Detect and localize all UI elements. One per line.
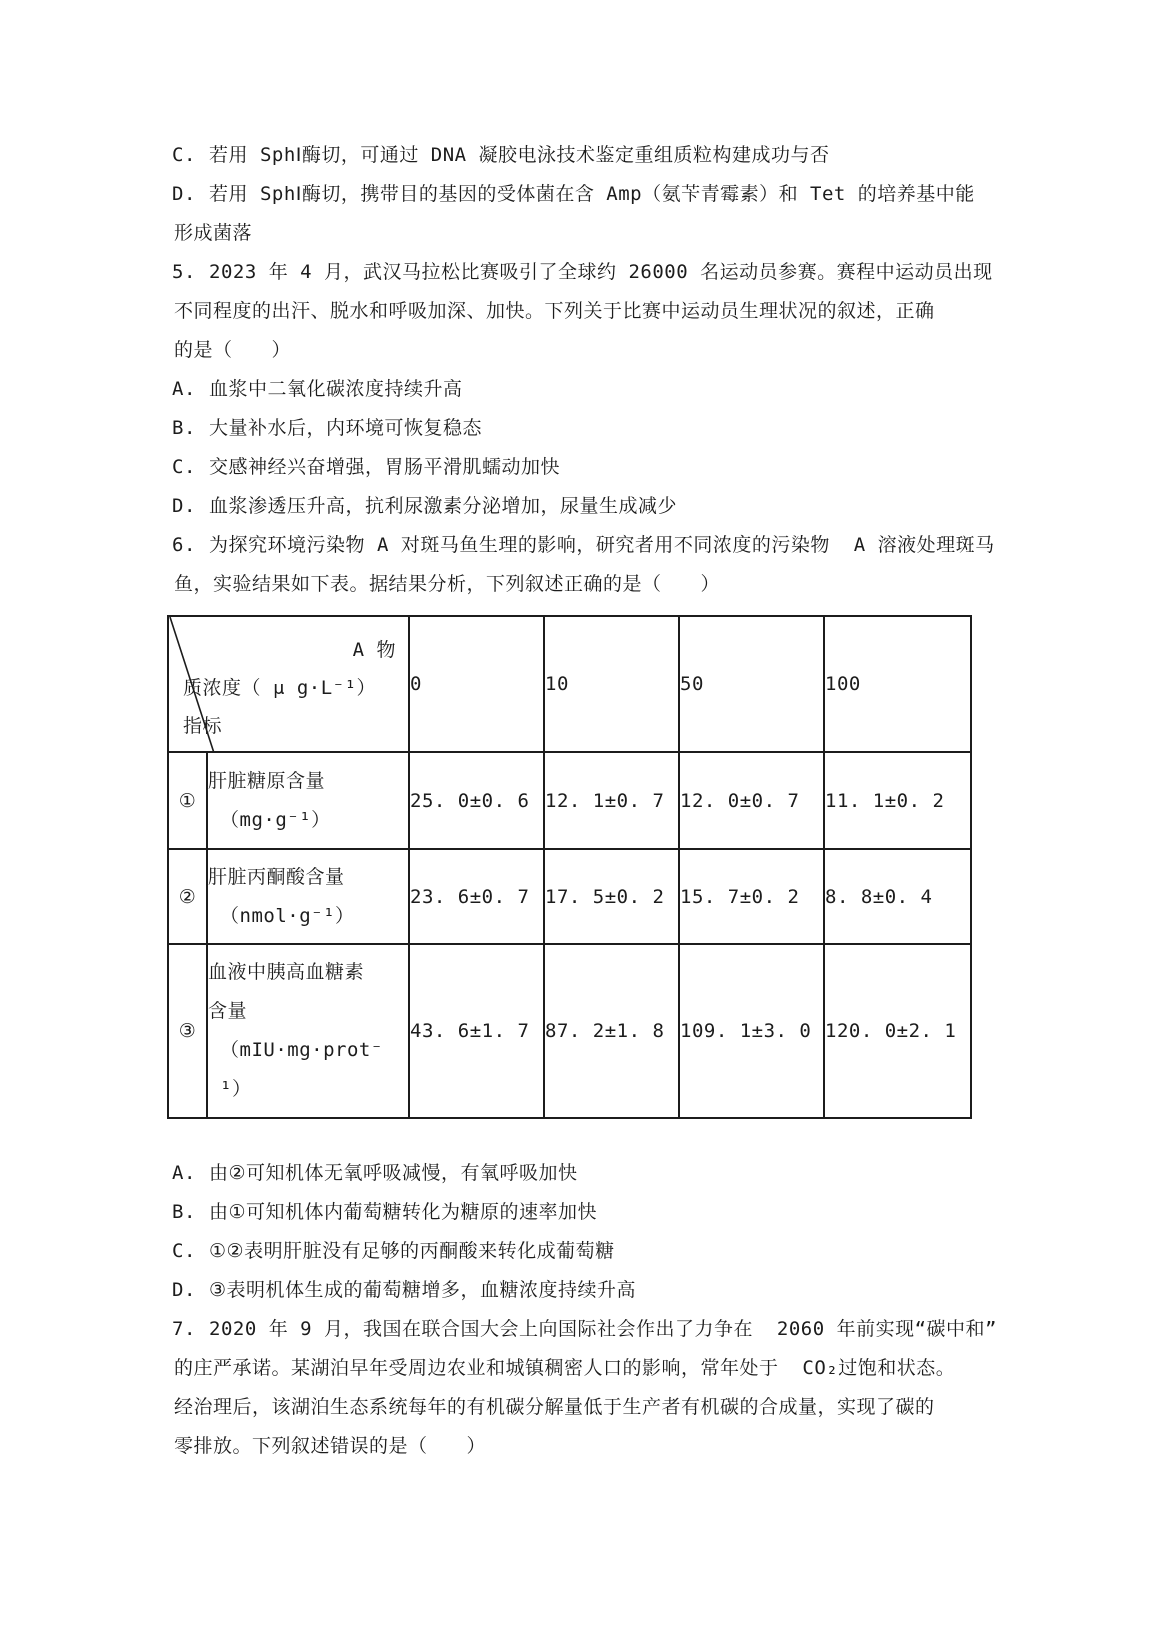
row2-indicator-label: 肝脏丙酮酸含量: [208, 865, 345, 888]
q5-option-b-letter: B.: [172, 417, 196, 439]
row2-value-3: 8. 8±0. 4: [824, 849, 971, 944]
q6-stem-line2: 鱼，实验结果如下表。据结果分析，下列叙述正确的是（ ）: [174, 573, 721, 595]
q6-option-b-letter: B.: [172, 1201, 196, 1223]
row3-indicator-cell: [207, 944, 409, 1118]
q6-data-table: [167, 615, 972, 1119]
row3-value-2: 109. 1±3. 0: [679, 944, 824, 1118]
q6-option-d-text: ③表明机体生成的葡萄糖增多，血糖浓度持续升高: [209, 1279, 637, 1301]
q6-option-a: [172, 1154, 578, 1193]
q5-option-a: [172, 370, 463, 409]
row1-value-0: 25. 0±0. 6: [409, 752, 544, 849]
concentration-col-50: 50: [679, 616, 824, 752]
header-indicator-label: 指标: [183, 714, 223, 737]
q5-option-a-text: 血浆中二氧化碳浓度持续升高: [209, 378, 463, 400]
q7-number: 7.: [172, 1318, 196, 1340]
header-substance-line2: 质浓度（ μ g·L⁻¹）: [183, 676, 377, 699]
q6-option-c-letter: C.: [172, 1240, 196, 1262]
table-row-1: [168, 752, 971, 849]
header-substance-line1: A 物: [352, 638, 397, 661]
table-header-row: [168, 616, 971, 752]
q5-option-d: [172, 487, 677, 526]
row2-indicator-unit: （nmol·g⁻¹）: [220, 904, 355, 927]
q5-option-b: [172, 409, 482, 448]
row3-value-0: 43. 6±1. 7: [409, 944, 544, 1118]
concentration-col-10: 10: [544, 616, 679, 752]
q4-option-d-continuation: 形成菌落: [174, 222, 253, 244]
row3-indicator-label: 血液中胰高血糖素含量: [208, 961, 365, 1022]
q5-number: 5.: [172, 261, 196, 283]
row1-indicator-unit: （mg·g⁻¹）: [220, 808, 331, 831]
q7-stem-text1: 2020 年 9 月，我国在联合国大会上向国际社会作出了力争在 2060 年前实现“碳中和”: [209, 1318, 997, 1340]
q6-option-d: [172, 1271, 636, 1310]
q4-option-d: [172, 175, 975, 214]
row2-id: ②: [168, 849, 207, 944]
row2-indicator-cell: [207, 849, 409, 944]
row1-id: ①: [168, 752, 207, 849]
q5-option-b-text: 大量补水后，内环境可恢复稳态: [209, 417, 483, 439]
concentration-col-0: 0: [409, 616, 544, 752]
q5-option-c-letter: C.: [172, 456, 196, 478]
row3-indicator-unit: （mIU·mg·prot⁻¹）: [220, 1039, 383, 1100]
row1-indicator-cell: [207, 752, 409, 849]
concentration-col-100: 100: [824, 616, 971, 752]
q6-option-c-text: ①②表明肝脏没有足够的丙酮酸来转化成葡萄糖: [209, 1240, 615, 1262]
q6-option-b-text: 由①可知机体内葡萄糖转化为糖原的速率加快: [209, 1201, 598, 1223]
q4-option-d-letter: D.: [172, 183, 196, 205]
q6-option-d-letter: D.: [172, 1279, 196, 1301]
table-diagonal-header-cell: [168, 616, 409, 752]
q7-stem-line1: [172, 1310, 997, 1349]
table-row-3: [168, 944, 971, 1118]
q5-stem-line2: 不同程度的出汗、脱水和呼吸加深、加快。下列关于比赛中运动员生理状况的叙述，正确: [174, 300, 935, 322]
row3-value-1: 87. 2±1. 8: [544, 944, 679, 1118]
q5-option-d-letter: D.: [172, 495, 196, 517]
q5-stem-line1: [172, 253, 993, 292]
q6-option-a-text: 由②可知机体无氧呼吸减慢，有氧呼吸加快: [209, 1162, 578, 1184]
row1-indicator-label: 肝脏糖原含量: [208, 769, 326, 792]
q4-option-c-letter: C.: [172, 144, 196, 166]
q6-stem-line1: [172, 526, 995, 565]
row3-value-3: 120. 0±2. 1: [824, 944, 971, 1118]
row2-value-0: 23. 6±0. 7: [409, 849, 544, 944]
row2-value-2: 15. 7±0. 2: [679, 849, 824, 944]
q7-stem-line4: 零排放。下列叙述错误的是（ ）: [174, 1435, 487, 1457]
q5-stem-line3: 的是（ ）: [174, 339, 292, 361]
row2-value-1: 17. 5±0. 2: [544, 849, 679, 944]
q6-stem-text1: 为探究环境污染物 A 对斑马鱼生理的影响，研究者用不同浓度的污染物 A 溶液处理斑马: [209, 534, 995, 556]
q5-stem-text1: 2023 年 4 月，武汉马拉松比赛吸引了全球约 26000 名运动员参赛。赛程中运动员出现: [209, 261, 993, 283]
table-row-2: [168, 849, 971, 944]
q4-option-c-text: 若用 SphⅠ酶切，可通过 DNA 凝胶电泳技术鉴定重组质粒构建成功与否: [209, 144, 830, 166]
q6-option-a-letter: A.: [172, 1162, 196, 1184]
q7-stem-line3: 经治理后，该湖泊生态系统每年的有机碳分解量低于生产者有机碳的合成量，实现了碳的: [174, 1396, 935, 1418]
row1-value-2: 12. 0±0. 7: [679, 752, 824, 849]
q4-option-d-text: 若用 SphⅠ酶切，携带目的基因的受体菌在含 Amp（氨苄青霉素）和 Tet 的培养基中能: [209, 183, 975, 205]
row1-value-3: 11. 1±0. 2: [824, 752, 971, 849]
q7-stem-line2: 的庄严承诺。某湖泊早年受周边农业和城镇稠密人口的影响，常年处于 CO₂过饱和状态。: [174, 1357, 956, 1379]
q5-option-d-text: 血浆渗透压升高，抗利尿激素分泌增加，尿量生成减少: [209, 495, 678, 517]
q5-option-c-text: 交感神经兴奋增强，胃肠平滑肌蠕动加快: [209, 456, 561, 478]
row1-value-1: 12. 1±0. 7: [544, 752, 679, 849]
q4-option-c: [172, 136, 830, 175]
q6-number: 6.: [172, 534, 196, 556]
q6-option-c: [172, 1232, 615, 1271]
q5-option-c: [172, 448, 560, 487]
row3-id: ③: [168, 944, 207, 1118]
q6-option-b: [172, 1193, 597, 1232]
q5-option-a-letter: A.: [172, 378, 196, 400]
diagonal-divider-line: [169, 617, 410, 753]
